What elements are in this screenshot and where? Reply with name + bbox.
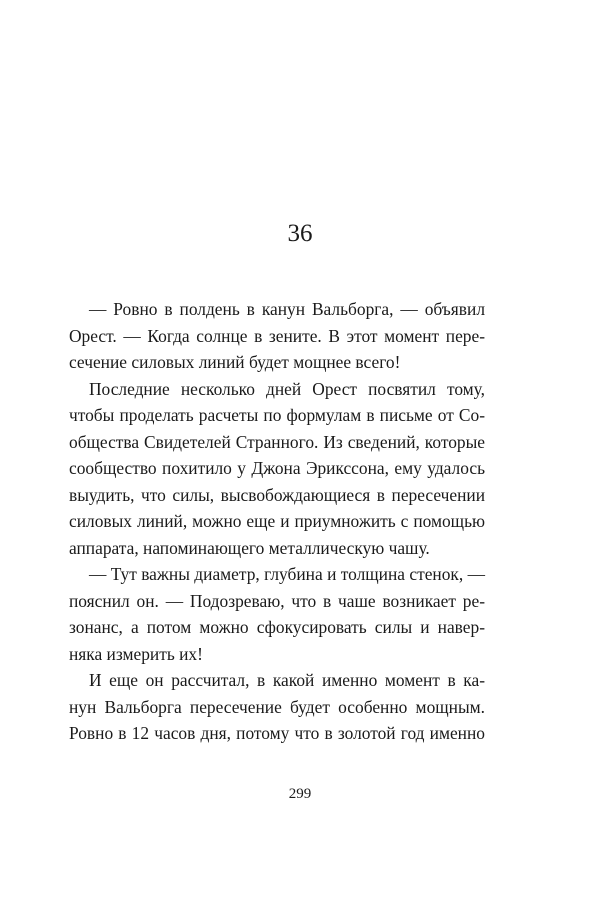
text-line: сечение силовых линий будет мощнее всего! [69, 352, 401, 372]
text-line: Ровно в 12 часов дня, потому что в золотой год именно [69, 723, 485, 743]
text-line: Орест. — Когда солнце в зените. В этот момент пере- [69, 325, 485, 346]
text-line: общества Свидетелей Странного. Из сведений, которые [69, 431, 485, 452]
text-line: аппарата, напоминающего металлическую чашу. [69, 537, 430, 558]
text-line: силовых линий, можно еще и приумножить с помощью [69, 511, 485, 531]
text-line: — Тут важны диаметр, глубина и толщина стенок, — [89, 564, 485, 584]
text-line: чтобы проделать расчеты по формулам в письме от Со- [69, 405, 485, 425]
text-line: няка измерить их! [69, 643, 203, 664]
text-line: сообщество похитило у Джона Эрикссона, ему удалось [69, 458, 485, 478]
text-line: зонанс, а потом можно сфокусировать силы и навер- [69, 617, 485, 637]
text-line: И еще он рассчитал, в какой именно момент в ка- [89, 670, 485, 690]
body-text [69, 296, 485, 747]
text-line: нун Вальборга пересечение будет особенно мощным. [69, 696, 485, 717]
text-line: выудить, что силы, высвобождающиеся в пересечении [69, 484, 485, 505]
text-line: пояснил он. — Подозреваю, что в чаше возникает ре- [69, 590, 485, 611]
chapter-number: 36 [287, 220, 313, 247]
page-number: 299 [288, 786, 312, 802]
text-line: — Ровно в полдень в канун Вальборга, — объявил [89, 299, 485, 319]
text-line: Последние несколько дней Орест посвятил тому, [89, 378, 485, 399]
